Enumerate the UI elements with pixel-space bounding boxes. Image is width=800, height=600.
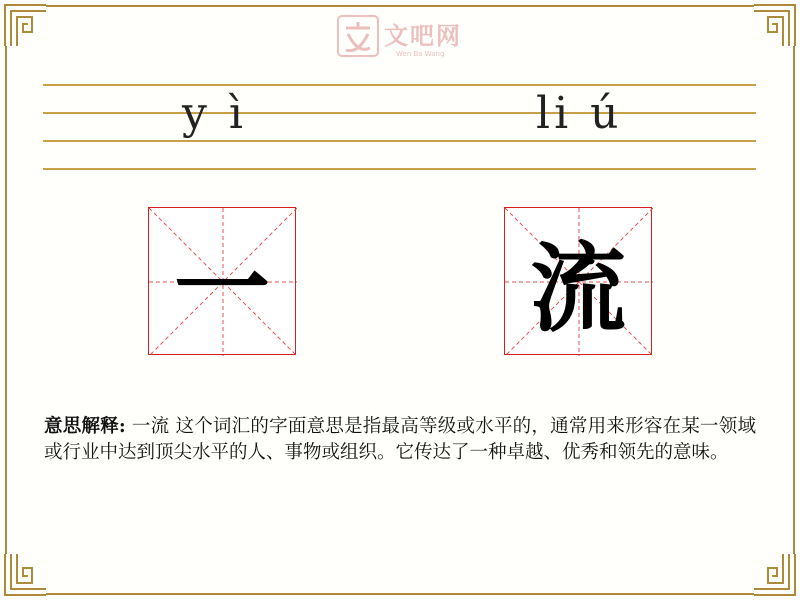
character-2: 流	[530, 232, 626, 345]
corner-ornament-top-left	[2, 2, 48, 48]
border-right	[793, 46, 795, 554]
char-box-1	[148, 207, 296, 355]
character-1: 一	[174, 232, 270, 345]
border-bottom	[46, 593, 754, 595]
watermark-subtext: Wen Ba Wang	[396, 50, 445, 58]
pinyin-1: y ì	[182, 88, 247, 139]
pinyin-line-3	[43, 140, 756, 142]
corner-ornament-top-right	[752, 2, 798, 48]
pinyin-line-2	[43, 112, 756, 114]
watermark-text: 文吧网	[384, 21, 462, 50]
watermark-seal-icon	[336, 14, 380, 58]
corner-ornament-bottom-right	[752, 552, 798, 598]
explanation-text: 一流 这个词汇的字面意思是指最高等级或水平的，通常用来形容在某一领域或行业中达到顶尖水平的人、事物或组织。它传达了一种卓越、优秀和领先的意味。	[44, 416, 756, 463]
watermark-logo	[336, 10, 466, 66]
corner-ornament-bottom-left	[2, 552, 48, 598]
explanation	[44, 414, 756, 466]
pinyin-2: li ú	[536, 88, 623, 139]
char-box-2	[504, 207, 652, 355]
border-top	[46, 5, 754, 7]
border-left	[5, 46, 7, 554]
pinyin-line-4	[43, 168, 756, 170]
explanation-label: 意思解释:	[44, 416, 126, 437]
pinyin-line-1	[43, 84, 756, 86]
